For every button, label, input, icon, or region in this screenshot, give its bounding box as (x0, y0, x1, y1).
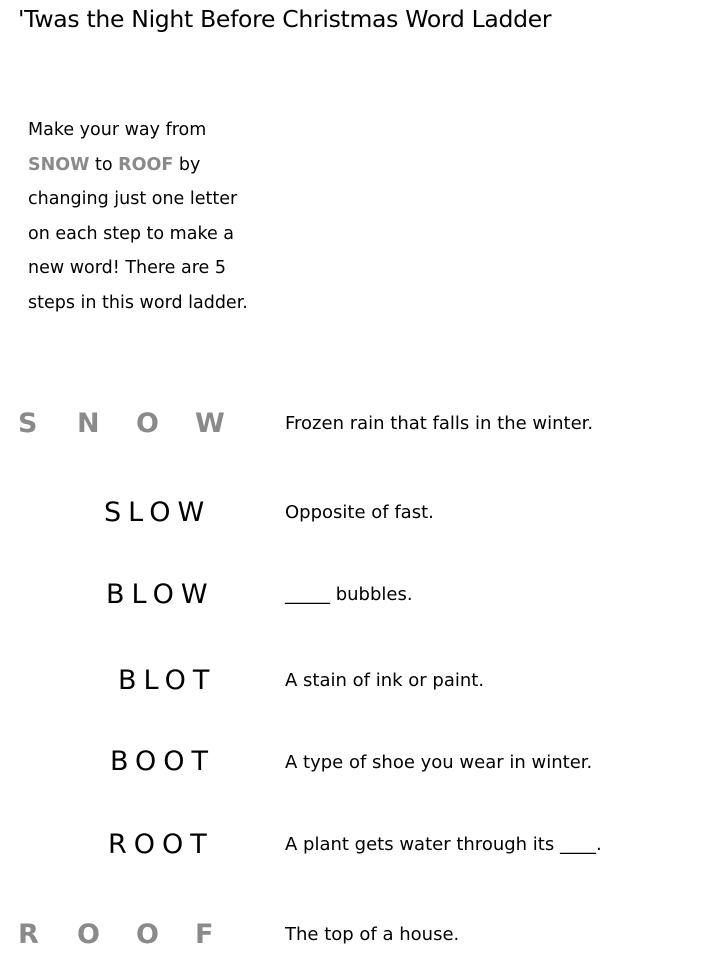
ladder-start-clue: Frozen rain that falls in the winter. (285, 413, 594, 434)
start-letter: W (195, 408, 225, 439)
instructions-line-3: changing just one letter (28, 189, 238, 209)
ladder-end-clue: The top of a house. (285, 924, 460, 945)
start-letter: S (18, 408, 38, 439)
instructions-line-4: on each step to make a (28, 223, 235, 244)
instructions-line-6: steps in this word ladder. (28, 292, 248, 313)
start-letter: N (77, 408, 100, 439)
ladder-step-clue: Opposite of fast. (285, 502, 434, 523)
instructions-line-5: new word! There are 5 (28, 258, 227, 278)
ladder-step-word: SLOW (104, 497, 212, 528)
instructions-by: by (173, 154, 201, 175)
ladder-end-word (18, 919, 254, 950)
ladder-start-word (18, 408, 254, 439)
end-letter: O (77, 919, 100, 950)
page-title: 'Twas the Night Before Christmas Word Ladder (18, 5, 552, 33)
instructions-to: to (89, 154, 119, 175)
ladder-step-word: BOOT (110, 746, 216, 777)
start-word: SNOW (28, 154, 90, 175)
start-letter: O (136, 408, 159, 439)
end-word: ROOF (118, 154, 174, 175)
end-letter: O (136, 919, 159, 950)
ladder-step-word: BLOW (106, 579, 215, 610)
ladder-step-clue: A stain of ink or paint. (285, 670, 485, 691)
ladder-step-clue: A plant gets water through its ____. (285, 834, 602, 855)
instructions (28, 113, 358, 320)
instructions-line-1: Make your way from (28, 120, 207, 140)
ladder-step-clue: _____ bubbles. (285, 584, 413, 605)
instructions-line-2 (28, 148, 358, 183)
ladder-step-word: ROOT (108, 829, 214, 860)
end-letter: R (18, 919, 39, 950)
end-letter: F (195, 919, 214, 950)
ladder-step-clue: A type of shoe you wear in winter. (285, 752, 593, 773)
ladder-step-word: BLOT (118, 665, 217, 696)
